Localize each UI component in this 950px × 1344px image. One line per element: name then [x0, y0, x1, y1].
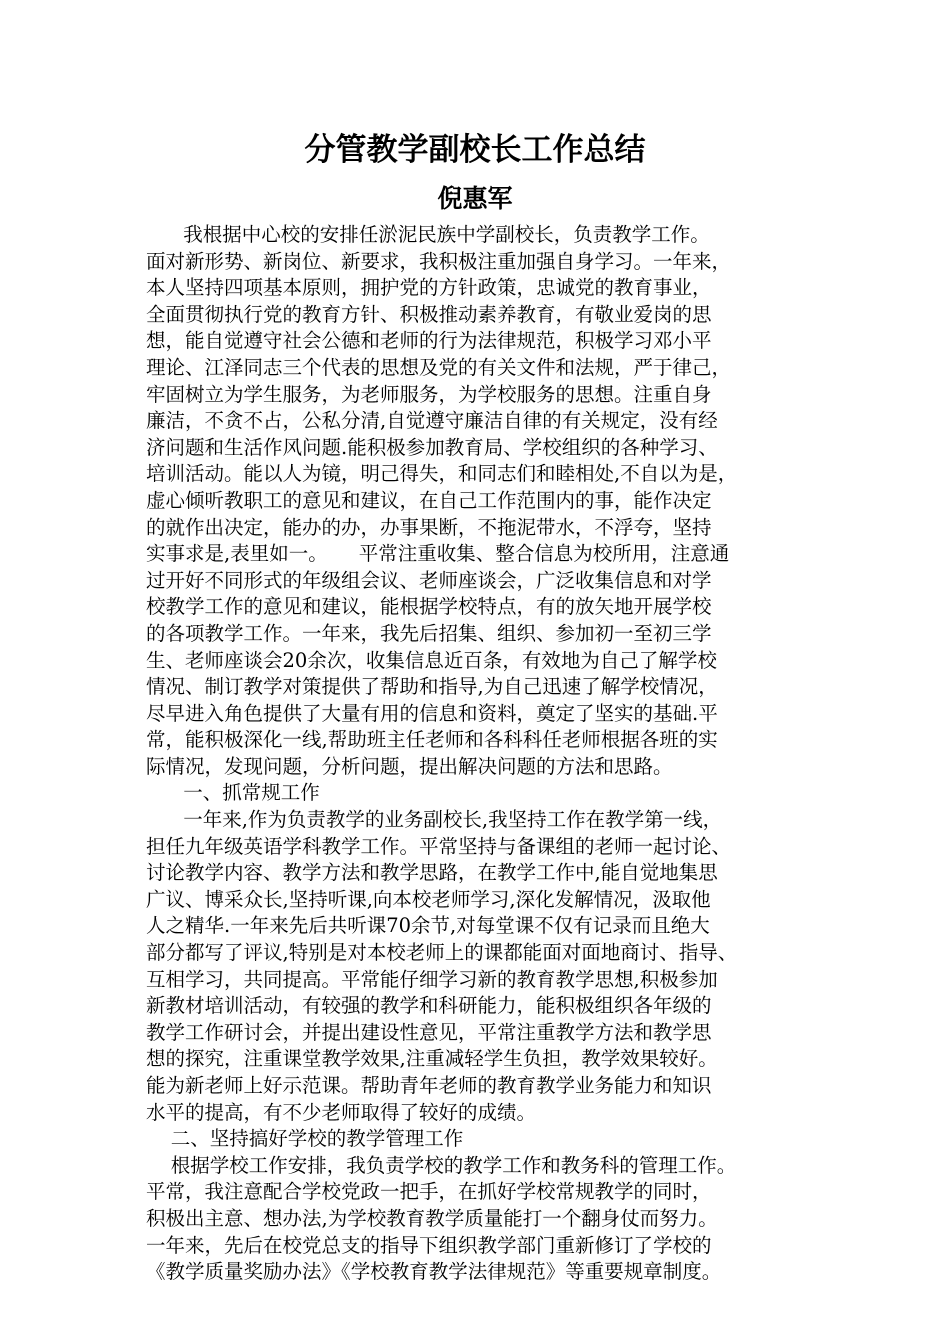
text-line: 广议、博采众长,坚持听课,向本校老师学习,深化发解情况，汲取他	[146, 887, 711, 911]
text-line: 人之精华.一年来先后共听课70余节,对每堂课不仅有记录而且绝大	[146, 914, 710, 938]
text-line: 我根据中心校的安排任淤泥民族中学副校长，负责教学工作。	[146, 223, 710, 246]
text-line: 水平的提高，有不少老师取得了较好的成绩。	[146, 1100, 537, 1124]
text-line: 面对新形势、新岗位、新要求，我积极注重加强自身学习。一年来，	[146, 249, 732, 273]
text-line: 校教学工作的意见和建议，能根据学校特点，有的放矢地开展学校	[146, 595, 712, 619]
text-line: 想，能自觉遵守社会公德和老师的行为法律规范，积极学习邓小平	[146, 329, 712, 353]
text-line: 一年来，先后在校党总支的指导下组织教学部门重新修订了学校的	[146, 1233, 712, 1257]
text-line: 常，能积极深化一线,帮助班主任老师和各科科任老师根据各班的实	[146, 728, 718, 752]
text-line: 《教学质量奖励办法》《学校教育教学法律规范》等重要规章制度。	[146, 1260, 722, 1284]
text-line: 实事求是,表里如一。 平常注重收集、整合信息为校所用，注意通	[146, 542, 730, 566]
text-line: 生、老师座谈会20余次，收集信息近百条，有效地为自己了解学校	[146, 648, 717, 672]
document-author: 倪惠军	[437, 184, 513, 213]
text-line: 讨论教学内容、教学方法和教学思路，在教学工作中,能自觉地集思	[146, 861, 718, 885]
text-line: 廉洁，不贪不占，公私分清,自觉遵守廉洁自律的有关规定，没有经	[146, 409, 718, 433]
text-line: 虚心倾听教职工的意见和建议，在自己工作范围内的事，能作决定	[146, 488, 712, 512]
text-line: 担任九年级英语学科教学工作。平常坚持与备课组的老师一起讨论、	[146, 834, 732, 858]
document-title: 分管教学副校长工作总结	[304, 132, 646, 168]
text-line: 能为新老师上好示范课。帮助青年老师的教育教学业务能力和知识	[146, 1074, 712, 1097]
text-line: 本人坚持四项基本原则，拥护党的方针政策，忠诚党的教育事业，	[146, 276, 712, 300]
text-line: 尽早进入角色提供了大量有用的信息和资料，奠定了坚实的基础.平	[146, 701, 718, 725]
text-line: 全面贯彻执行党的教育方针、积极推动素养教育，有敬业爱岗的思	[146, 302, 712, 326]
text-line: 过开好不同形式的年级组会议、老师座谈会，广泛收集信息和对学	[146, 568, 712, 592]
text-line: 一年来,作为负责教学的业务副校长,我坚持工作在教学第一线，	[146, 808, 723, 832]
text-line: 的各项教学工作。一年来，我先后招集、组织、参加初一至初三学	[146, 621, 712, 645]
text-line: 部分都写了评议,特别是对本校老师上的课都能面对面地商讨、指导、	[146, 941, 738, 965]
text-line: 理论、江泽同志三个代表的思想及党的有关文件和法规，严于律己，	[146, 355, 732, 379]
text-line: 积极出主意、想办法,为学校教育教学质量能打一个翻身仗而努力。	[146, 1206, 718, 1230]
document-body	[146, 222, 826, 1286]
text-line: 际情况，发现问题，分析问题，提出解决问题的方法和思路。	[146, 754, 673, 778]
text-line: 想的探究，注重课堂教学效果,注重减轻学生负担，教学效果较好。	[146, 1047, 718, 1071]
text-line: 教学工作研讨会，并提出建设性意见，平常注重教学方法和教学思	[146, 1020, 712, 1044]
text-line: 济问题和生活作风问题.能积极参加教育局、学校组织的各种学习、	[146, 435, 718, 459]
text-line: 情况、制订教学对策提供了帮助和指导,为自己迅速了解学校情况，	[146, 675, 718, 699]
text-line: 平常，我注意配合学校党政一把手，在抓好学校常规教学的同时，	[146, 1180, 712, 1204]
text-line: 的就作出决定，能办的办，办事果断，不拖泥带水，不浮夸，坚持	[146, 515, 712, 539]
text-line: 培训活动。能以人为镜，明己得失，和同志们和睦相处,不自以为是，	[146, 462, 738, 486]
text-line: 一、抓常规工作	[146, 781, 320, 805]
text-line: 牢固树立为学生服务，为老师服务，为学校服务的思想。注重自身	[146, 382, 712, 406]
text-line: 二、坚持搞好学校的教学管理工作	[146, 1127, 464, 1151]
text-line: 新教材培训活动，有较强的教学和科研能力，能积极组织各年级的	[146, 994, 712, 1018]
text-line: 互相学习，共同提高。平常能仔细学习新的教育教学思想,积极参加	[146, 967, 718, 991]
text-line: 根据学校工作安排，我负责学校的教学工作和教务科的管理工作。	[146, 1153, 737, 1177]
